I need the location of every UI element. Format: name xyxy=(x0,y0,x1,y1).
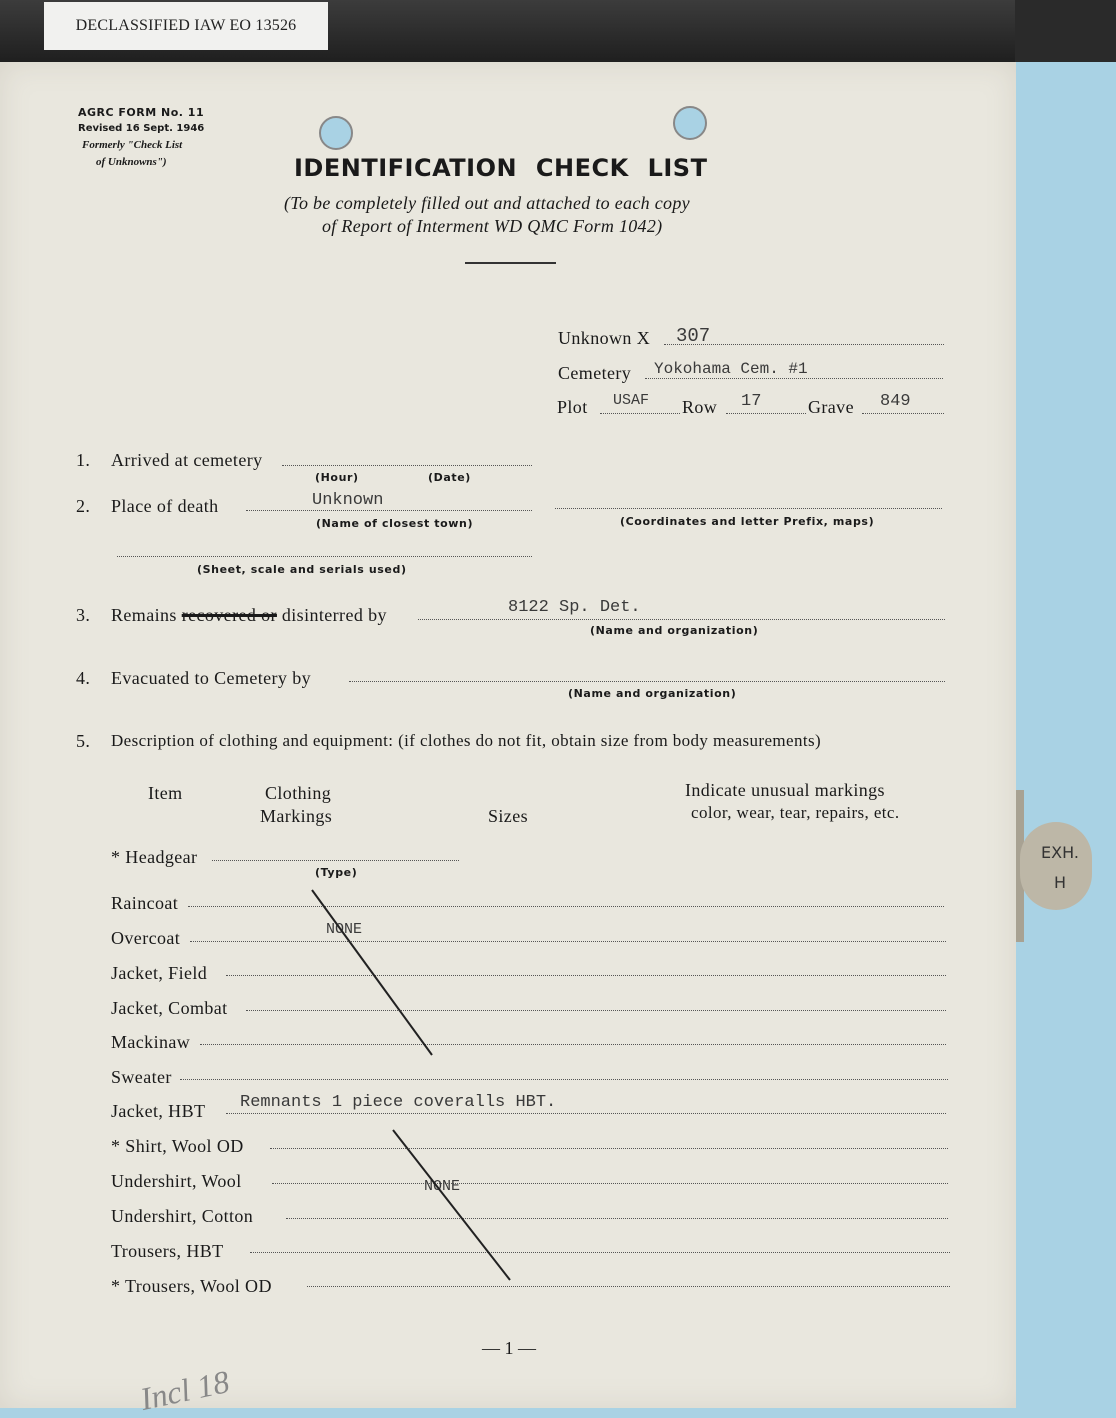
none-stamp-2: NONE xyxy=(424,1178,461,1195)
handwritten-note: Incl 18 xyxy=(137,1363,233,1417)
strike-line-shirts xyxy=(393,1130,510,1280)
q2-number: 2. xyxy=(76,496,91,516)
q3-value: 8122 Sp. Det. xyxy=(508,598,641,617)
row-jacket-hbt: Jacket, HBT xyxy=(111,1101,206,1121)
row-sweater: Sweater xyxy=(111,1067,172,1087)
headgear-caption: (Type) xyxy=(315,866,358,879)
page-number: — 1 — xyxy=(482,1338,536,1358)
row-trousers-hbt: Trousers, HBT xyxy=(111,1241,224,1261)
grave-label: Grave xyxy=(808,397,854,417)
strike-line-outerwear xyxy=(312,890,432,1055)
form-number: AGRC FORM No. 11 xyxy=(78,106,205,119)
q3-struck-text: recovered or xyxy=(181,605,277,625)
col-unusual-2: color, wear, tear, repairs, etc. xyxy=(691,803,900,822)
cemetery-label: Cemetery xyxy=(558,363,632,383)
row-headgear: * Headgear xyxy=(111,847,198,867)
row-undershirt-wool: Undershirt, Wool xyxy=(111,1171,242,1191)
q4-caption: (Name and organization) xyxy=(568,687,737,700)
q5-label: Description of clothing and equipment: (if clothes do not fit, obtain size from body measurements) xyxy=(111,731,822,750)
plot-label: Plot xyxy=(557,397,588,417)
declassified-stamp: DECLASSIFIED IAW EO 13526 xyxy=(44,2,328,50)
col-clothing-2: Markings xyxy=(260,806,333,826)
page-title: IDENTIFICATION CHECK LIST xyxy=(294,154,708,182)
q3-caption: (Name and organization) xyxy=(590,624,759,637)
form-formerly: Formerly "Check List xyxy=(82,139,183,151)
row-undershirt-cotton: Undershirt, Cotton xyxy=(111,1206,254,1226)
unknown-value: 307 xyxy=(676,325,711,347)
col-unusual-1: Indicate unusual markings xyxy=(685,780,885,800)
q5-number: 5. xyxy=(76,731,91,751)
q1-hour-caption: (Hour) xyxy=(315,471,359,484)
q4-label: Evacuated to Cemetery by xyxy=(111,668,312,688)
col-item: Item xyxy=(148,783,183,803)
q1-number: 1. xyxy=(76,450,91,470)
plot-value: USAF xyxy=(613,392,650,409)
subtitle-line-1: (To be completely filled out and attached to each copy xyxy=(284,193,690,213)
grave-value: 849 xyxy=(880,392,911,411)
q3-number: 3. xyxy=(76,605,91,625)
q3-label-a: Remains xyxy=(111,605,177,625)
exhibit-tab-line1: EXH. xyxy=(1041,843,1079,862)
subtitle-line-2: of Report of Interment WD QMC Form 1042) xyxy=(322,216,663,236)
q2-value: Unknown xyxy=(312,491,384,510)
col-clothing-1: Clothing xyxy=(265,783,332,803)
exhibit-tab-line2: H xyxy=(1053,873,1067,892)
q2-town-caption: (Name of closest town) xyxy=(316,517,474,530)
q2-label: Place of death xyxy=(111,496,219,516)
row-trousers-wool: * Trousers, Wool OD xyxy=(111,1276,272,1296)
q2-sheet-caption: (Sheet, scale and serials used) xyxy=(197,563,407,576)
q4-number: 4. xyxy=(76,668,91,688)
q2-coords-caption: (Coordinates and letter Prefix, maps) xyxy=(620,515,875,528)
row-value: 17 xyxy=(741,392,762,411)
row-mackinaw: Mackinaw xyxy=(111,1032,191,1052)
row-overcoat: Overcoat xyxy=(111,928,181,948)
row-label: Row xyxy=(682,397,718,417)
none-stamp-1: NONE xyxy=(326,921,363,938)
row-raincoat: Raincoat xyxy=(111,893,179,913)
q1-label: Arrived at cemetery xyxy=(111,450,263,470)
q1-date-caption: (Date) xyxy=(428,471,471,484)
cemetery-value: Yokohama Cem. #1 xyxy=(654,360,808,378)
form-formerly-2: of Unknowns") xyxy=(96,156,167,168)
col-sizes: Sizes xyxy=(488,806,528,826)
form-revised: Revised 16 Sept. 1946 xyxy=(78,123,205,134)
q3-label-b: disinterred by xyxy=(281,605,387,625)
row-jacket-combat: Jacket, Combat xyxy=(111,998,228,1018)
row-jacket-field: Jacket, Field xyxy=(111,963,208,983)
jacket-hbt-value: Remnants 1 piece coveralls HBT. xyxy=(240,1093,557,1112)
unknown-label: Unknown X xyxy=(558,328,651,348)
row-shirt-wool: * Shirt, Wool OD xyxy=(111,1136,244,1156)
